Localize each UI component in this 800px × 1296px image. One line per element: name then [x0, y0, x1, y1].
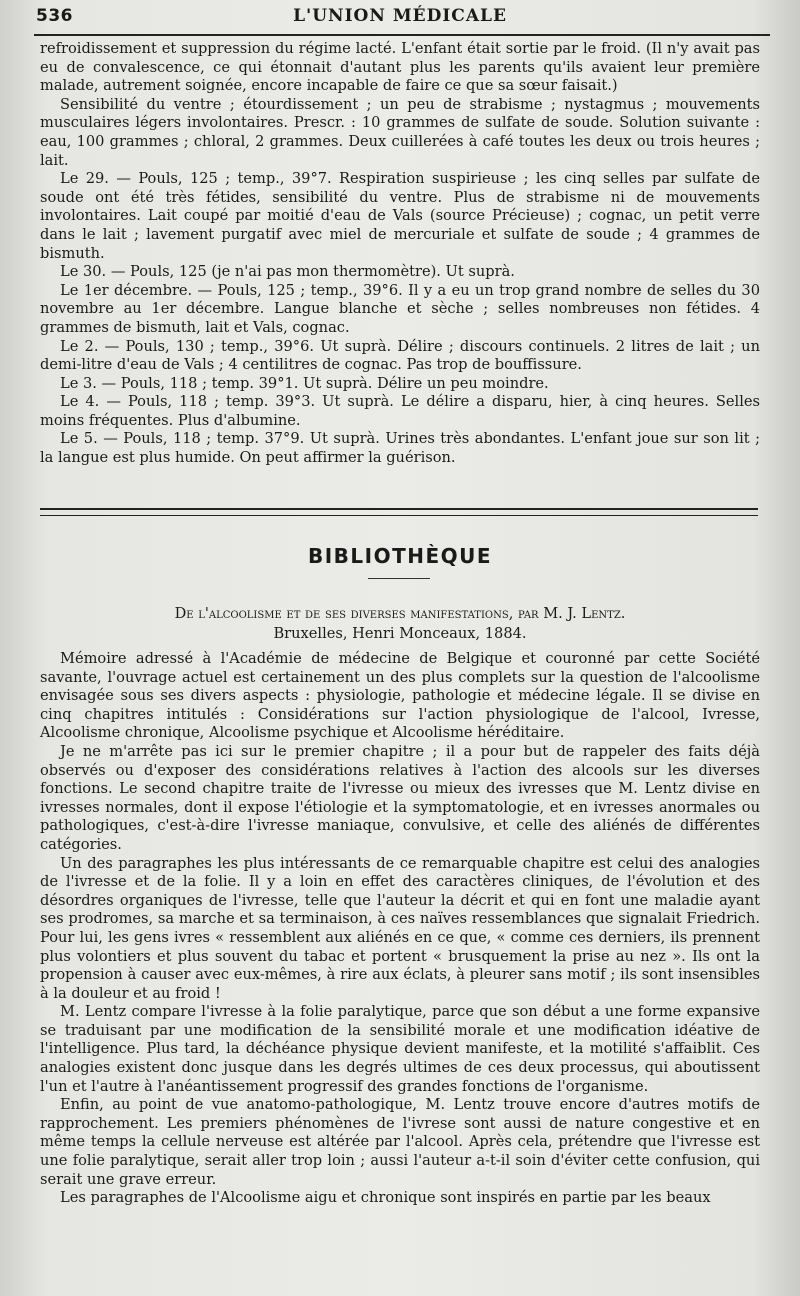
case-paragraph: Sensibilité du ventre ; étourdissement ; un peu de strabisme ; nystagmus ; mouvements musculaires légers involontaires. Prescr. : 10 grammes de sulfate de soude. Solution suivante : eau, 100 grammes ; chloral, 2 grammes. Deux cuillerées à café toutes les deux ou trois heures ; lait.: [40, 95, 760, 169]
review-title-publisher: Bruxelles, Henri Monceaux, 1884.: [273, 625, 527, 642]
section-heading: BIBLIOTHÈQUE: [307, 544, 493, 568]
page-number: 536: [36, 6, 73, 26]
review-paragraph: Les paragraphes de l'Alcoolisme aigu et chronique sont inspirés en partie par les beaux: [60, 1189, 711, 1207]
review-paragraph: M. Lentz compare l'ivresse à la folie paralytique, parce que son début a une forme expansive se traduisant par une modification de la sensibilité morale et une modification idéative de l'intelligence. Plus tard, la déchéance physique devient manifeste, et la motilité s'affaiblit. Ces analogies existent donc jusque dans les degrés ultimes de ces deux processus, qui aboutissent l'un et l'autre à l'anéantissement progressif des grandes fonctions de l'organisme.: [40, 1003, 760, 1095]
page-header: [36, 4, 764, 30]
running-title: L'UNION MÉDICALE: [293, 6, 507, 26]
case-paragraph: Le 5. — Pouls, 118 ; temp. 37°9. Ut suprà. Urines très abondantes. L'enfant joue sur son lit ; la langue est plus humide. On peut affirmer la guérison.: [40, 430, 760, 467]
review-title-line: De l'alcoolisme et de ses diverses manifestations, par M. J. Lentz.: [174, 605, 626, 622]
case-paragraph: refroidissement et suppression du régime lacté. L'enfant était sortie par le froid. (Il n'y avait pas eu de convalescence, ce qui étonnait d'autant plus les parents qu'ils avaient leur première malade, autrement soignée, encore incapable de faire ce que sa sœur faisait.): [40, 40, 760, 95]
case-paragraph: Le 29. — Pouls, 125 ; temp., 39°7. Respiration suspirieuse ; les cinq selles par sulfate de soude ont été très fétides, sensibilité du ventre. Plus de strabisme ni de mouvements involontaires. Lait coupé par moitié d'eau de Vals (source Précieuse) ; cognac, un petit verre dans le lait ; lavement purgatif avec miel de mercuriale et sulfate de soude ; 4 grammes de bismuth.: [40, 170, 760, 262]
case-paragraph: Le 3. — Pouls, 118 ; temp. 39°1. Ut suprà. Délire un peu moindre.: [60, 374, 549, 392]
case-paragraph: Le 4. — Pouls, 118 ; temp. 39°3. Ut suprà. Le délire a disparu, hier, à cinq heures. Selles moins fréquentes. Plus d'albumine.: [40, 393, 760, 429]
header-rule: [34, 34, 770, 36]
case-notes: [40, 40, 760, 468]
case-paragraph: Le 1er décembre. — Pouls, 125 ; temp., 39°6. Il y a eu un trop grand nombre de selles du 30 novembre au 1er décembre. Langue blanche et sèche ; selles nombreuses non fétides. 4 grammes de bismuth, lait et Vals, cognac.: [40, 281, 760, 336]
review-title: [40, 604, 760, 644]
case-paragraph: Le 2. — Pouls, 130 ; temp., 39°6. Ut suprà. Délire ; discours continuels. 2 litres de lait ; un demi-litre d'eau de Vals ; 4 centilitres de cognac. Pas trop de bouffissure.: [40, 337, 760, 374]
section-divider: [40, 508, 758, 516]
review-paragraph: Je ne m'arrête pas ici sur le premier chapitre ; il a pour but de rappeler des faits déjà observés ou d'exposer des considérations relatives à l'action des alcools sur les diverses fonctions. Le second chapitre traite de l'ivresse ou mieux des ivresses que M. Lentz divise en ivresses normales, dont il expose l'étiologie et la symptomatologie, et en ivresses anormales ou pathologiques, c'est-à-dire l'ivresse maniaque, convulsive, et celle des aliénés de différentes catégories.: [40, 742, 760, 853]
case-paragraph: Le 30. — Pouls, 125 (je n'ai pas mon thermomètre). Ut suprà.: [60, 263, 515, 281]
review-paragraph: Mémoire adressé à l'Académie de médecine de Belgique et couronné par cette Société savante, l'ouvrage actuel est certainement un des plus complets sur la question de l'alcoolisme envisagée sous ses divers aspects : physiologie, pathologie et médecine légale. Il se divise en cinq chapitres intitulés : Considérations sur l'action physiologique de l'alcool, Ivresse, Alcoolisme chronique, Alcoolisme psychique et Alcoolisme héréditaire.: [40, 650, 760, 742]
heading-rule: [368, 578, 430, 579]
review-paragraph: Un des paragraphes les plus intéressants de ce remarquable chapitre est celui des analogies de l'ivresse et de la folie. Il y a loin en effet des caractères cliniques, de l'évolution et des désordres organiques de l'ivresse, telle que l'auteur la décrit et qui en font une maladie ayant ses prodromes, sa marche et sa terminaison, à ces naïves ressemblances que signalait Friedrich. Pour lui, les gens ivres « ressemblent aux aliénés en ce que, « comme ces derniers, ils prennent plus volontiers et plus souvent du tabac et portent « brusquement la prise au nez ». Ils ont la propension à causer avec eux-mêmes, à rire aux éclats, à pleurer sans motif ; ils sont insensibles à la douleur et au froid !: [40, 854, 760, 1002]
review-paragraph: Enfin, au point de vue anatomo-pathologique, M. Lentz trouve encore d'autres motifs de rapprochement. Les premiers phénomènes de l'ivrese sont aussi de nature congestive et en même temps la cellule nerveuse est altérée par l'alcool. Après cela, prétendre que l'ivresse est une folie paralytique, serait aller trop loin ; aussi l'auteur a-t-il soin d'éviter cette confusion, qui serait une grave erreur.: [40, 1096, 760, 1188]
review-body: [40, 650, 760, 1208]
